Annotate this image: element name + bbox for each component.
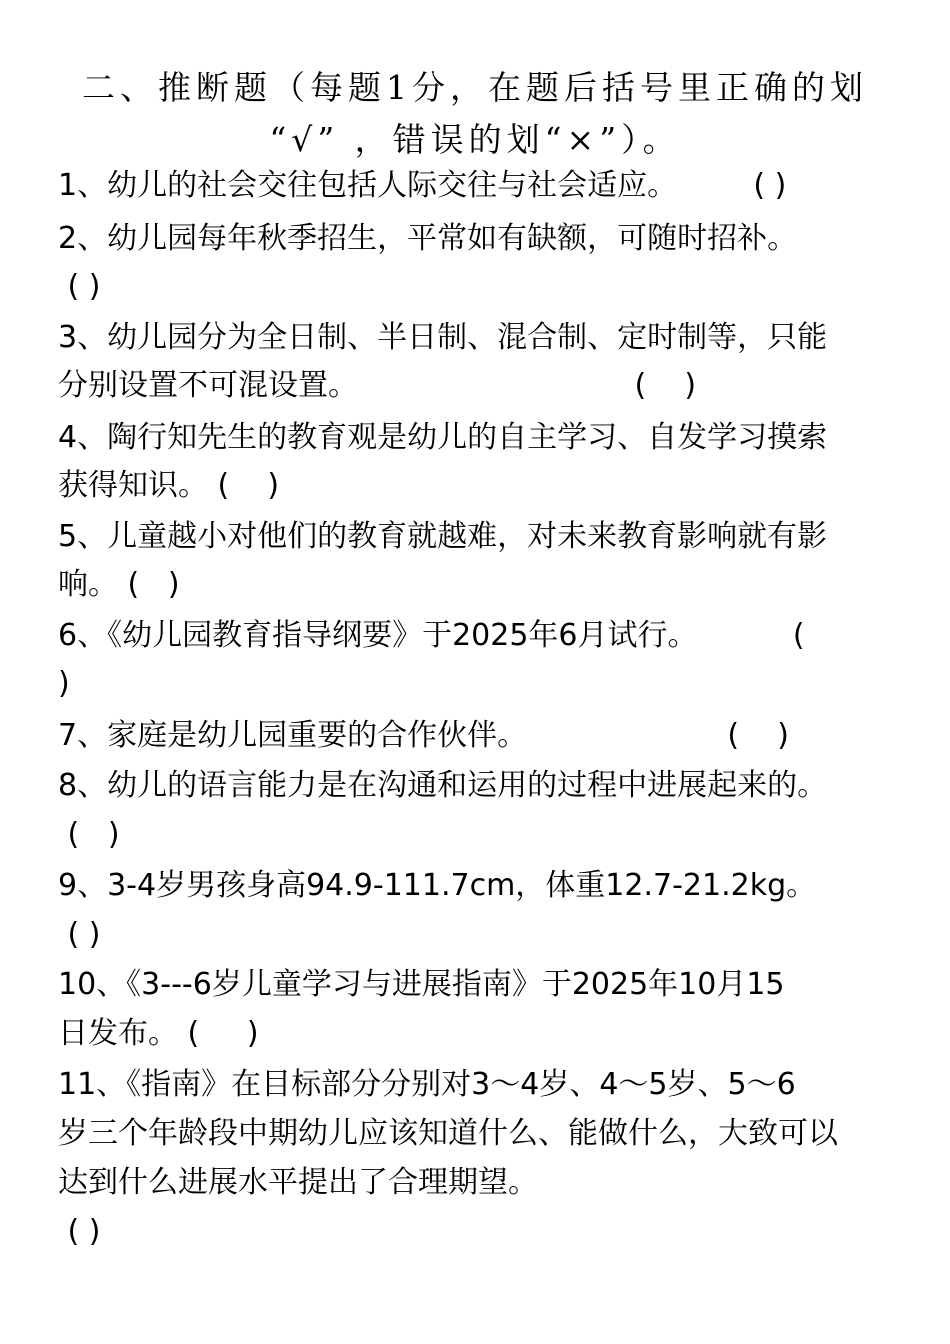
question-8: 8、幼儿的语言能力是在沟通和运用的过程中进展起来的。	[58, 768, 828, 803]
question-11-answer-bracket: ( )	[58, 1214, 101, 1249]
question-3: 3、幼儿园分为全日制、半日制、混合制、定时制等，只能	[58, 320, 828, 355]
question-9-answer-bracket: ( )	[58, 917, 101, 952]
question-10: 10、《3---6岁儿童学习与进展指南》于2025年10月15	[58, 967, 785, 1002]
question-6-continued: )	[58, 666, 70, 701]
question-8-answer-bracket: ( )	[58, 817, 120, 852]
question-9: 9、3-4岁男孩身高94.9-111.7cm，体重12.7-21.2kg。	[58, 868, 817, 903]
question-11-continued: 岁三个年龄段中期幼儿应该知道什么、能做什么，大致可以	[58, 1116, 838, 1151]
section-title-line2: “√” ，错误的划“×”）。	[269, 120, 681, 159]
question-11-continued-2: 达到什么进展水平提出了合理期望。	[58, 1165, 538, 1200]
question-3-continued: 分别设置不可混设置。 ( )	[58, 368, 697, 403]
question-1: 1、幼儿的社会交往包括人际交往与社会适应。 ( )	[58, 168, 787, 203]
question-2: 2、幼儿园每年秋季招生，平常如有缺额，可随时招补。	[58, 221, 798, 256]
question-10-continued: 日发布。 ( )	[58, 1016, 259, 1051]
question-5-continued: 响。 ( )	[58, 567, 180, 602]
question-4-continued: 获得知识。 ( )	[58, 468, 280, 503]
question-5: 5、儿童越小对他们的教育就越难，对未来教育影响就有影	[58, 519, 828, 554]
section-title-line1: 二、推断题（每题1分，在题后括号里正确的划	[82, 68, 868, 107]
question-4: 4、陶行知先生的教育观是幼儿的自主学习、自发学习摸索	[58, 420, 828, 455]
question-7: 7、家庭是幼儿园重要的合作伙伴。 ( )	[58, 718, 789, 753]
question-2-answer-bracket: ( )	[58, 269, 101, 304]
question-11: 11、《指南》在目标部分分别对3～4岁、4～5岁、5～6	[58, 1067, 796, 1102]
question-6: 6、《幼儿园教育指导纲要》于2025年6月试行。 (	[58, 618, 805, 653]
